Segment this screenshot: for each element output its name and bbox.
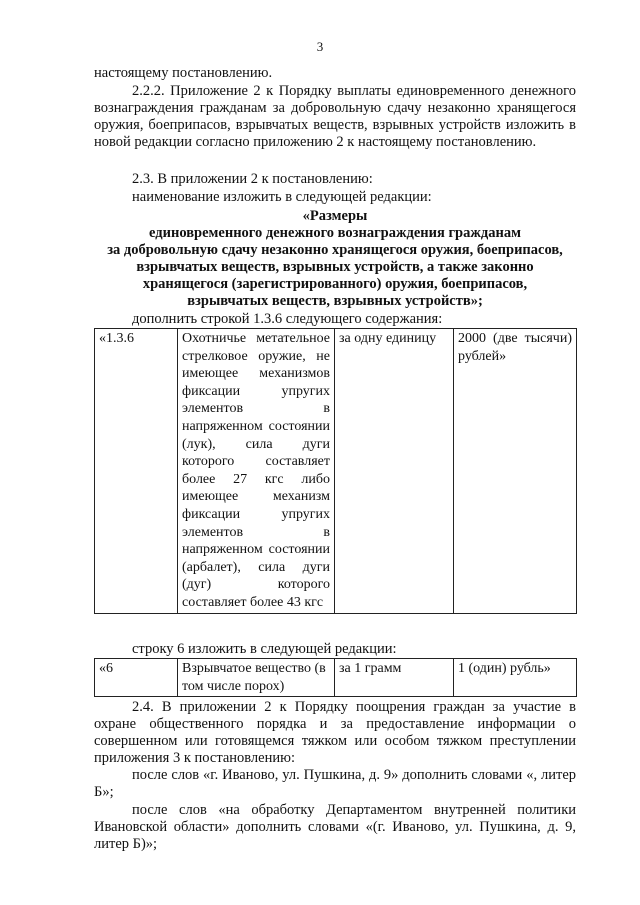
table-row-1-3-6 [94, 328, 577, 614]
paragraph-add-row: дополнить строкой 1.3.6 следующего содержания: [132, 311, 443, 327]
heading-line-4: взрывчатых веществ, взрывных устройств, а также законно [136, 259, 534, 275]
cell-amount: 2000 (две тысячи) рублей» [454, 329, 577, 614]
table-row-6 [94, 658, 577, 697]
paragraph-2-4: 2.4. В приложении 2 к Порядку поощрения граждан за участие в охране общественного порядка и за предоставление информации о совершенном или готовящемся тяжком или особом тяжком преступлении приложения 3 к постановлению: [94, 699, 576, 766]
cell-unit: за 1 грамм [335, 659, 454, 697]
table-row [95, 329, 577, 614]
paragraph-2-2-2: 2.2.2. Приложение 2 к Порядку выплаты единовременного денежного вознаграждения гражданам за добровольную сдачу незаконно хранящегося оружия, боеприпасов, взрывчатых веществ, взрывных устройств изложить в новой редакции согласно приложению 2 к настоящему постановлению. [94, 83, 576, 150]
paragraph-2-3: 2.3. В приложении 2 к постановлению: [132, 171, 373, 187]
heading-line-1: «Размеры [302, 208, 368, 224]
cell-unit: за одну единицу [335, 329, 454, 614]
paragraph-after-words-1: после слов «г. Иваново, ул. Пушкина, д. 9» дополнить словами «, литер Б»; [94, 767, 576, 800]
heading-sizes [94, 208, 576, 310]
paragraph-2-3-name: наименование изложить в следующей редакции: [132, 189, 432, 205]
heading-line-6: взрывчатых веществ, взрывных устройств»; [187, 293, 483, 309]
heading-line-3: за добровольную сдачу незаконно хранящегося оружия, боеприпасов, [107, 242, 563, 258]
cell-number: «1.3.6 [95, 329, 178, 614]
paragraph-row-6: строку 6 изложить в следующей редакции: [132, 641, 397, 657]
heading-line-5: хранящегося (зарегистрированного) оружия, боеприпасов, [142, 276, 528, 292]
cell-amount: 1 (один) рубль» [454, 659, 577, 697]
paragraph-after-words-2: после слов «на обработку Департаментом внутренней политики Ивановской области» дополнить словами «(г. Иваново, ул. Пушкина, д. 9, литер Б)»; [94, 802, 576, 852]
cell-number: «6 [95, 659, 178, 697]
cell-description: Охотничье метательное стрелковое оружие, не имеющее механизмов фиксации упругих элементов в напряженном состоянии (лук), сила дуги которого составляет более 27 кгс либо имеющее механизм фиксации упругих элементов в напряженном состоянии (арбалет), сила дуги (дуг) которого составляет более 43 кгс [178, 329, 335, 614]
heading-line-2: единовременного денежного вознаграждения гражданам [149, 225, 521, 241]
page-number: 3 [316, 39, 324, 54]
cell-description: Взрывчатое вещество (в том числе порох) [178, 659, 335, 697]
paragraph-continuation: настоящему постановлению. [94, 65, 273, 81]
table-row [95, 659, 577, 697]
